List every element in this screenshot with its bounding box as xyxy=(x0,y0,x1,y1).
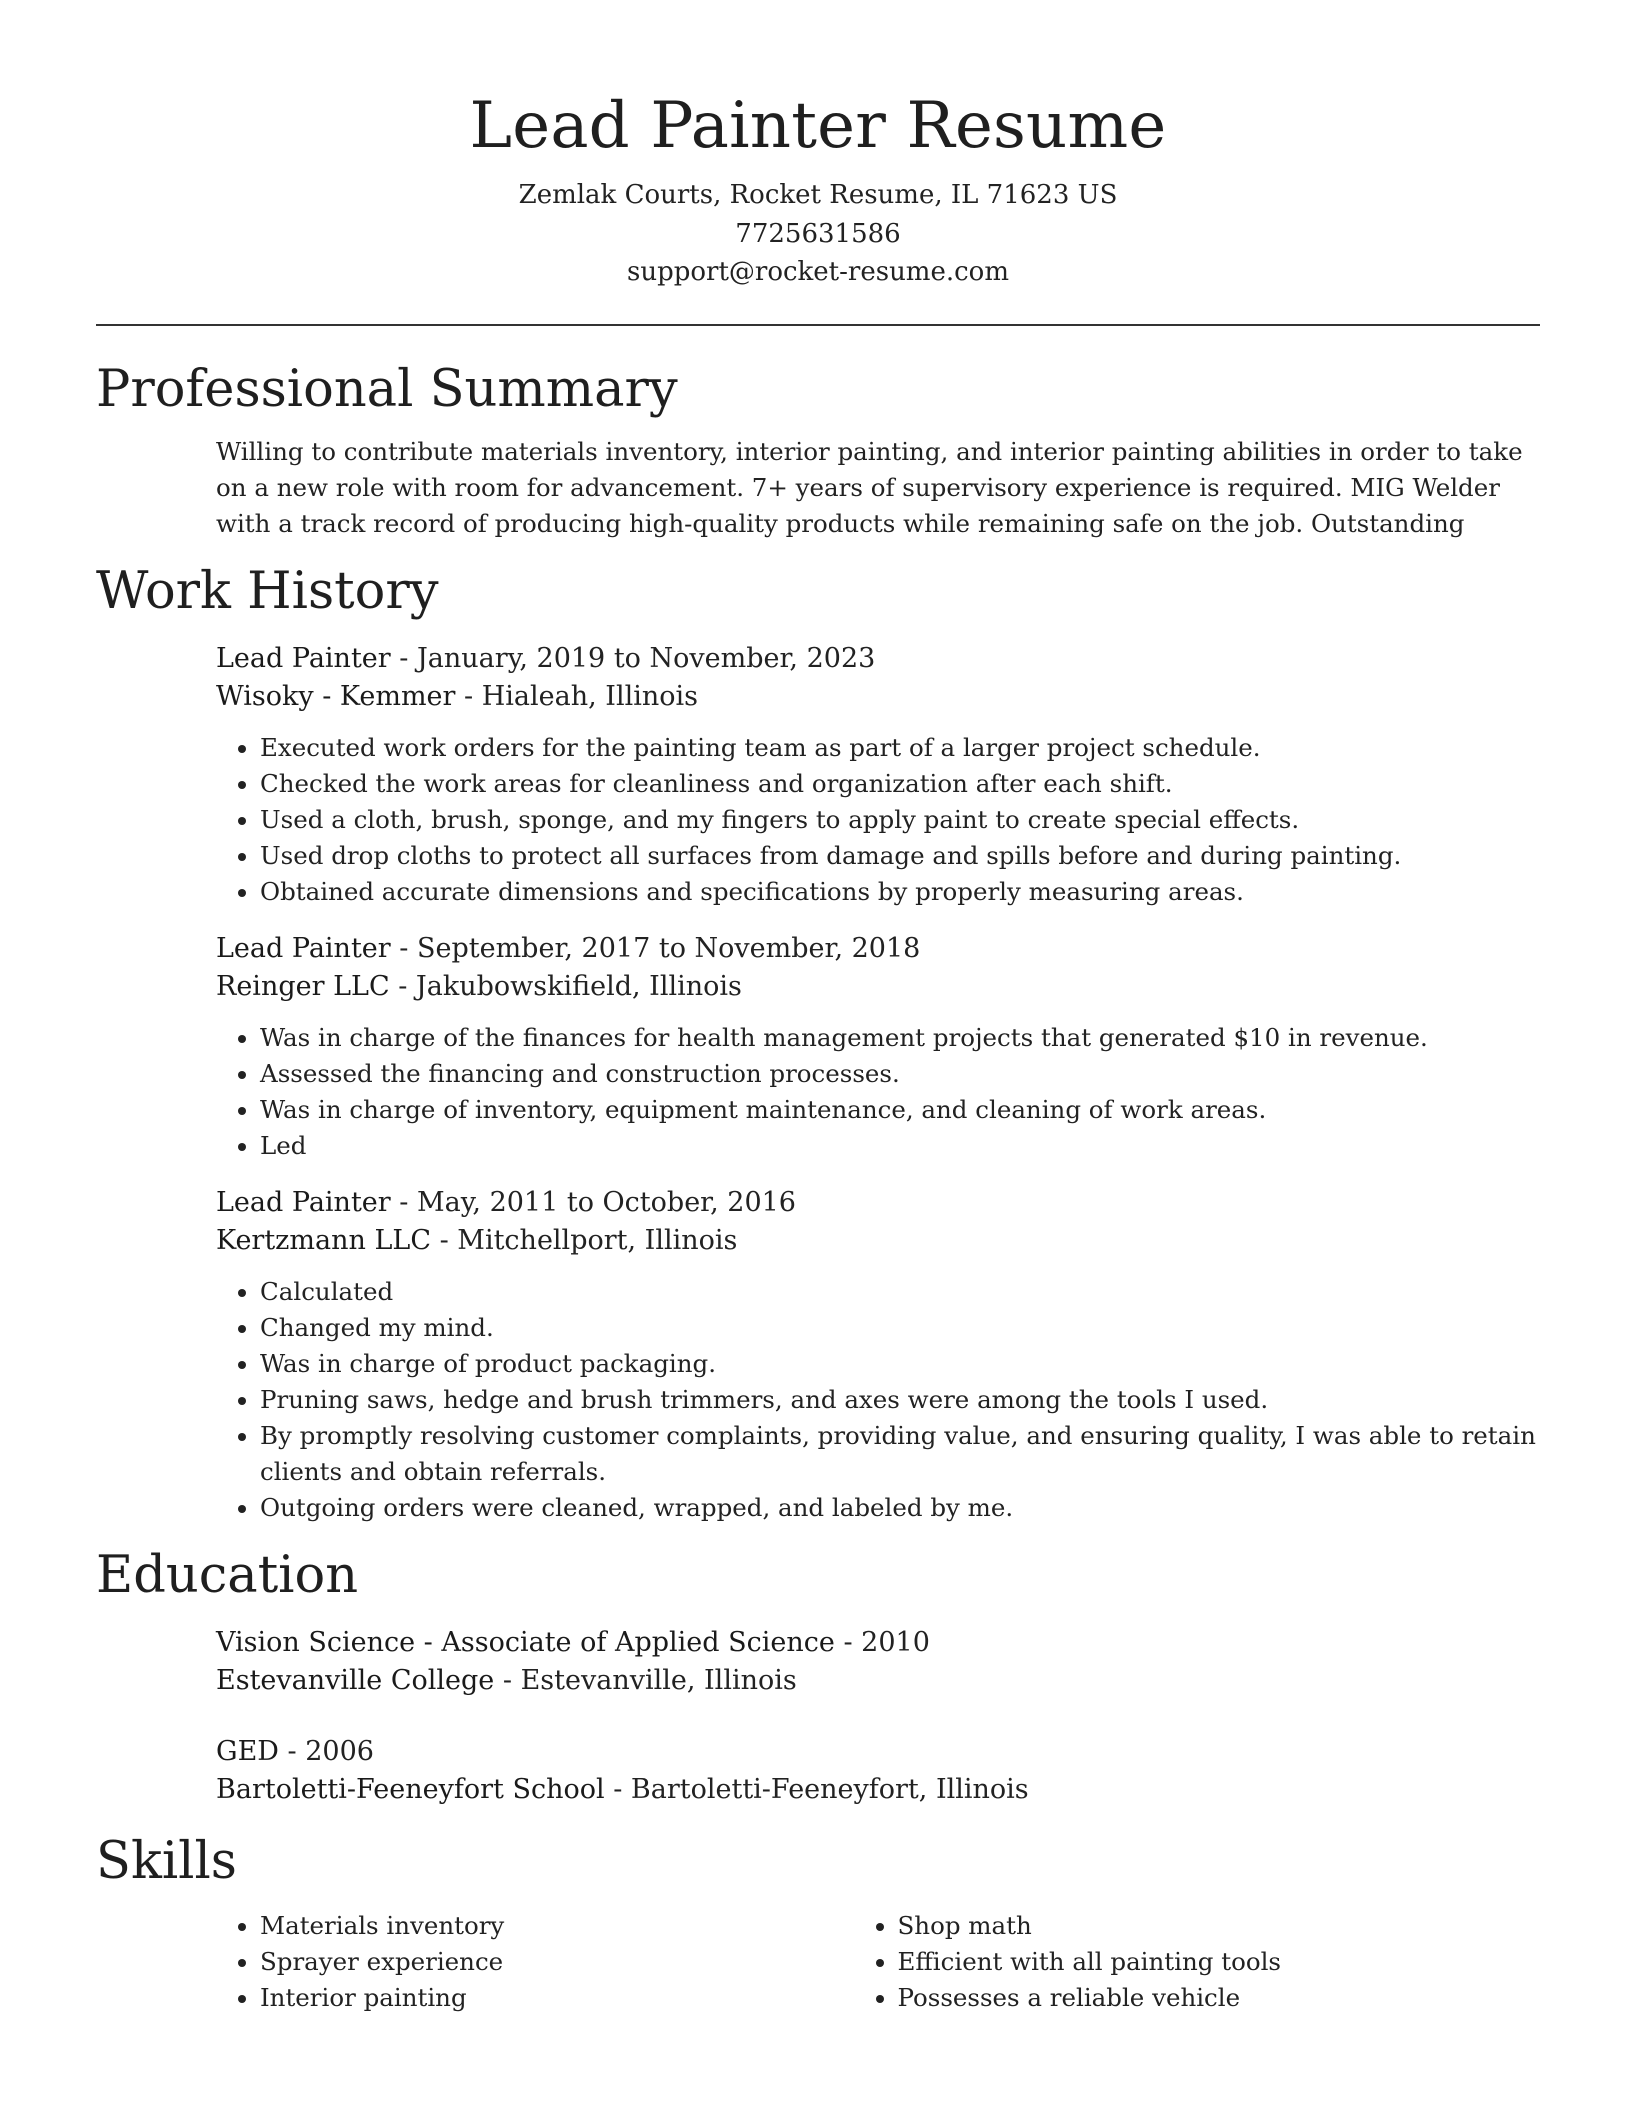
skills-heading: Skills xyxy=(96,1831,237,1891)
job-bullet: • Was in charge of the finances for health management projects that generated $10 in revenue. xyxy=(260,1020,1540,1056)
job-bullet: • Was in charge of inventory, equipment maintenance, and cleaning of work areas. xyxy=(260,1092,1540,1128)
education-school: Bartoletti-Feeneyfort School xyxy=(216,1774,605,1805)
job-bullet: • Checked the work areas for cleanliness and organization after each shift. xyxy=(260,766,1540,802)
job-company: Wisoky - Kemmer xyxy=(216,681,456,712)
education-location: - Bartoletti-Feeneyfort, Illinois xyxy=(613,1774,1029,1805)
work-history-heading: Work History xyxy=(96,561,439,621)
summary-heading: Professional Summary xyxy=(96,359,678,419)
skills-column-right xyxy=(854,1908,1540,2016)
job-entry xyxy=(216,640,1540,910)
job-bullet: • Led xyxy=(260,1128,1540,1164)
skill-item: • Efficient with all painting tools xyxy=(898,1944,1540,1980)
job-title: Lead Painter xyxy=(216,932,391,964)
job-entry xyxy=(216,930,1540,1164)
job-bullet: • Used a cloth, brush, sponge, and my fingers to apply paint to create special effects. xyxy=(260,802,1540,838)
education-year: - 2010 xyxy=(843,1626,930,1658)
job-bullet: • Was in charge of product packaging. xyxy=(260,1346,1540,1382)
job-company-line xyxy=(216,968,1540,1007)
education-school: Estevanville College xyxy=(216,1665,495,1696)
resume-page xyxy=(96,0,1540,2016)
skills-list xyxy=(216,1908,1540,2016)
job-bullet: • Outgoing orders were cleaned, wrapped, and labeled by me. xyxy=(260,1490,1540,1526)
job-bullet: • Used drop cloths to protect all surfaces from damage and spills before and during painting. xyxy=(260,838,1540,874)
education-entry xyxy=(216,1624,1540,1701)
job-company-line xyxy=(216,678,1540,717)
job-company: Reinger LLC xyxy=(216,971,390,1002)
job-location: - Hialeah, Illinois xyxy=(464,681,699,712)
job-dates: - January, 2019 to November, 2023 xyxy=(399,642,876,674)
education-heading: Education xyxy=(96,1545,359,1605)
education-degree: Vision Science - Associate of Applied Science xyxy=(216,1626,835,1658)
education-degree-line xyxy=(216,1733,1540,1772)
job-company: Kertzmann LLC xyxy=(216,1225,431,1256)
education-degree-line xyxy=(216,1624,1540,1663)
skills-column-left xyxy=(216,1908,854,2016)
skill-item: • Shop math xyxy=(898,1908,1540,1944)
education-school-line xyxy=(216,1662,1540,1701)
skill-item: • Sprayer experience xyxy=(260,1944,854,1980)
contact-phone: 7725631586 xyxy=(735,218,901,249)
job-title-line xyxy=(216,1184,1540,1223)
job-location: - Mitchellport, Illinois xyxy=(439,1225,738,1256)
job-location: - Jakubowskifield, Illinois xyxy=(398,971,742,1002)
job-title-line xyxy=(216,930,1540,969)
job-bullets xyxy=(216,730,1540,910)
contact-address: Zemlak Courts, Rocket Resume, IL 71623 US xyxy=(518,180,1118,210)
job-title: Lead Painter xyxy=(216,1186,391,1218)
skill-item: • Materials inventory xyxy=(260,1908,854,1944)
job-company-line xyxy=(216,1222,1540,1261)
contact-email[interactable]: support@rocket-resume.com xyxy=(626,257,1009,287)
skill-item: • Interior painting xyxy=(260,1980,854,2016)
summary-text: Willing to contribute materials inventory, interior painting, and interior painting abilities in order to take on a new role with room for advancement. 7+ years of supervisory experience is required. MIG Welder with a track record of producing high-quality products while remaining safe on the job. Outstanding xyxy=(216,436,1523,538)
resume-title: Lead Painter Resume xyxy=(469,89,1167,163)
job-bullet: • Pruning saws, hedge and brush trimmers, and axes were among the tools I used. xyxy=(260,1382,1540,1418)
job-title-line xyxy=(216,640,1540,679)
education-entry xyxy=(216,1733,1540,1810)
contact-block xyxy=(96,176,1540,292)
job-dates: - September, 2017 to November, 2018 xyxy=(399,932,921,964)
skill-item: • Possesses a reliable vehicle xyxy=(898,1980,1540,2016)
job-bullet: • Assessed the financing and construction processes. xyxy=(260,1056,1540,1092)
education-location: - Estevanville, Illinois xyxy=(502,1665,797,1696)
education-degree: GED xyxy=(216,1735,279,1767)
job-dates: - May, 2011 to October, 2016 xyxy=(399,1186,796,1218)
job-bullet: • Calculated xyxy=(260,1274,1540,1310)
job-title: Lead Painter xyxy=(216,642,391,674)
job-bullet: • Obtained accurate dimensions and specifications by properly measuring areas. xyxy=(260,874,1540,910)
education-school-line xyxy=(216,1771,1540,1810)
education-year: - 2006 xyxy=(287,1735,374,1767)
job-bullets xyxy=(216,1020,1540,1164)
job-bullet: • Executed work orders for the painting team as part of a larger project schedule. xyxy=(260,730,1540,766)
job-bullet: • By promptly resolving customer complaints, providing value, and ensuring quality, I was able to retain clients and obtain referrals. xyxy=(260,1418,1540,1490)
job-bullets xyxy=(216,1274,1540,1526)
job-entry xyxy=(216,1184,1540,1526)
job-bullet: • Changed my mind. xyxy=(260,1310,1540,1346)
header-divider xyxy=(96,324,1540,326)
